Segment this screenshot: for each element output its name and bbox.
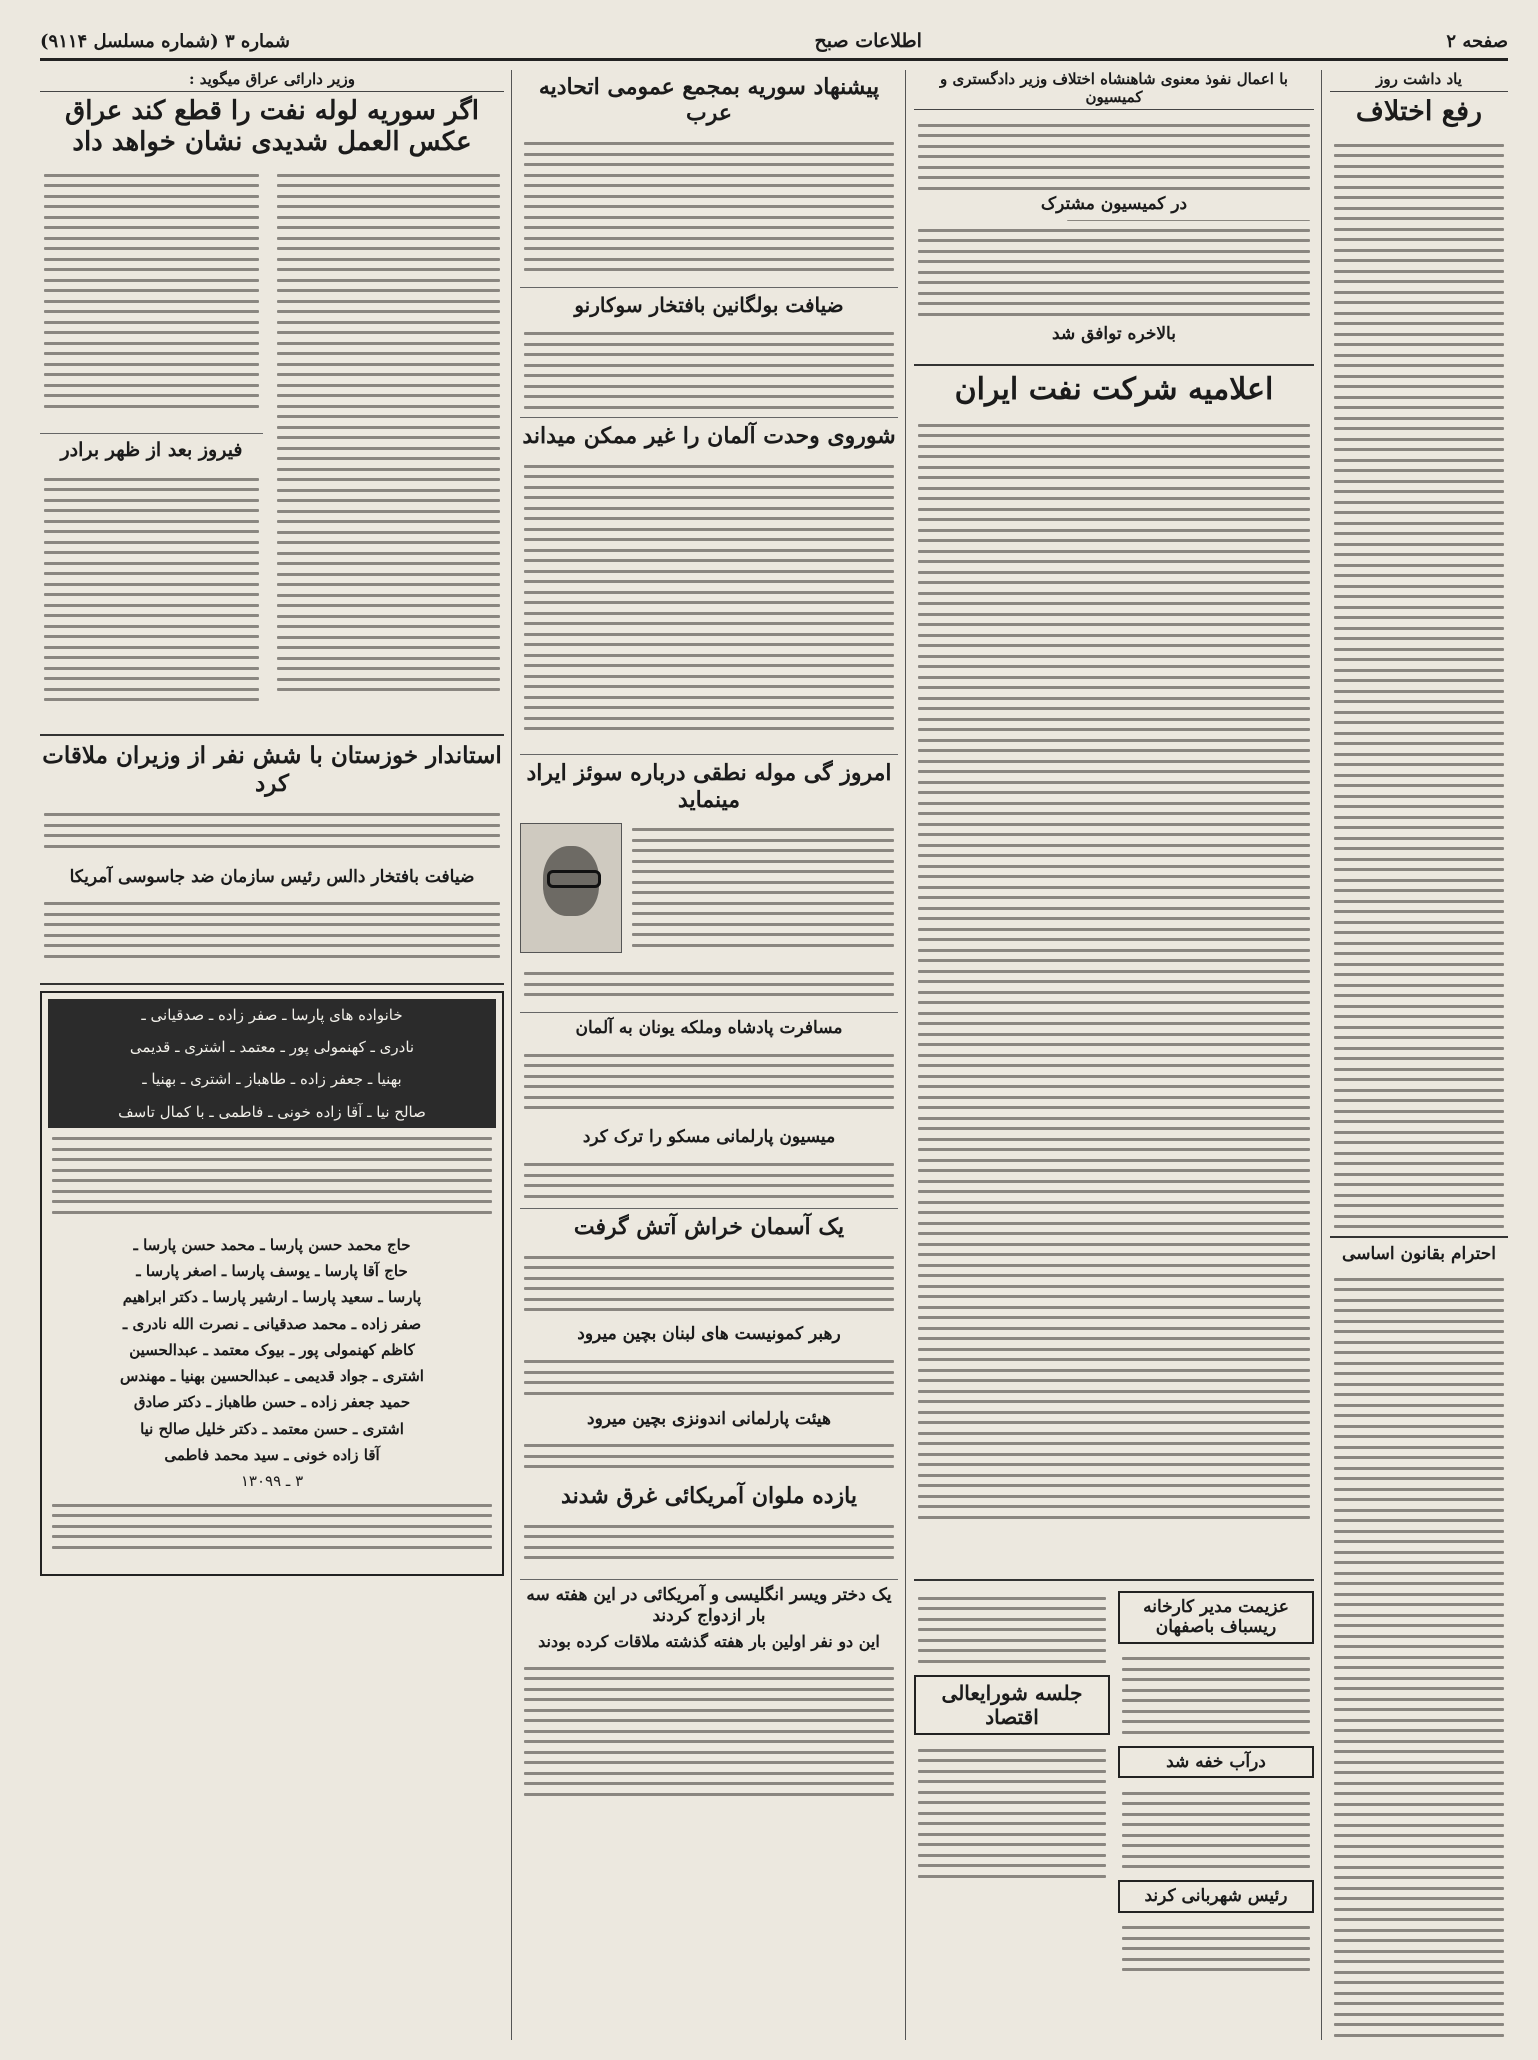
syria-proposal-title: پیشنهاد سوریه بمجمع عمومی اتحادیه عرب: [538, 74, 880, 127]
notice-name-line: اشتری ـ جواد قدیمی ـ عبدالحسین بهنیا ـ مهندس: [120, 1367, 424, 1386]
lebanon-communist-title: رهبر کمونیست های لبنان بچین میرود: [577, 1324, 841, 1345]
bulganin-title: ضیافت بولگانین بافتخار سوکارنو: [574, 292, 844, 317]
notice-name-line: کاظم کهنمولی پور ـ بیوک معتمد ـ عبدالحسین: [129, 1340, 415, 1359]
commission-subhead: [914, 190, 1314, 220]
commission-subtitle: در کمیسیون مشترک: [1040, 194, 1188, 214]
indonesia-delegation-title: هیئت پارلمانی اندونزی بچین میرود: [587, 1408, 831, 1429]
notice-name-line: حاج آقا پارسا ـ یوسف پارسا ـ اصغر پارسا ـ: [136, 1262, 408, 1281]
marriage-title: یک دختر ویسر انگلیسی و آمریکائی در این هفته سه بار ازدواج کردند: [526, 1585, 892, 1626]
agreement-subtitle: بالاخره توافق شد: [1052, 324, 1176, 344]
notice-name-line: حاج محمد حسن پارسا ـ محمد حسن پارسا ـ: [133, 1235, 411, 1254]
greek-king-title: مسافرت پادشاه وملکه یونان به آلمان: [575, 1017, 843, 1038]
constitution-section: [1330, 1230, 1508, 1270]
notice-name-line: بهنیا ـ جعفر زاده ـ طاهباز ـ اشتری ـ بهنیا ـ: [48, 1063, 496, 1095]
editorial-title: رفع اختلاف: [1355, 96, 1483, 127]
editorial-kicker: یاد داشت روز: [1330, 70, 1508, 92]
column-iraq: [40, 70, 504, 2040]
issue-number: شماره ۳ (شماره مسلسل ۹۱۱۴): [40, 30, 291, 52]
oil-company-body: [914, 414, 1314, 1573]
isfahan-factory-title: عزیمت مدیر کارخانه ریسباف باصفهان: [1118, 1591, 1314, 1644]
oil-company-title: اعلامیه شرکت نفت ایران: [954, 372, 1274, 407]
suez-speech-title: امروز گی موله نطقی درباره سوئز ایراد مینماید: [526, 760, 892, 813]
portrait-photo: [520, 823, 622, 953]
notice-name-line: آقا زاده خونی ـ سید محمد فاطمی: [164, 1445, 380, 1464]
sports-title: فیروز بعد از ظهر برادر: [60, 439, 243, 462]
police-chief-title: رئیس شهربانی کرند: [1118, 1880, 1314, 1912]
iraq-body-left: [40, 164, 263, 428]
khuzestan-governor-title: استاندار خوزستان با شش نفر از وزیران ملاقات کرد: [42, 742, 502, 797]
condolence-notice: [40, 991, 504, 1577]
agreement-subhead: [914, 320, 1314, 350]
domestic-boxes: [914, 1587, 1314, 1981]
marriage-subtitle: این دو نفر اولین بار هفته گذشته ملاقات کرده بودند: [538, 1632, 880, 1652]
notice-name-line: اشتری ـ حسن معتمد ـ دکتر خلیل صالح نیا: [140, 1419, 404, 1438]
page-number: صفحه ۲: [1446, 30, 1508, 52]
newspaper-name: اطلاعات صبح: [814, 30, 922, 52]
notice-name-line: پارسا ـ سعید پارسا ـ ارشیر پارسا ـ دکتر ابراهیم: [122, 1288, 422, 1307]
column-editorial: [1330, 70, 1508, 2040]
iraq-title: اگر سوریه لوله نفت را قطع کند عراق عکس العمل شدیدی نشان خواهد داد: [65, 96, 479, 158]
germany-unity-title: شوروی وحدت آلمان را غیر ممکن میداند: [522, 422, 896, 449]
iraq-kicker: وزیر دارائی عراق میگوید :: [40, 70, 504, 92]
notice-name-line: حمید جعفر زاده ـ حسن طاهباز ـ دکتر صادق: [133, 1393, 411, 1412]
masthead: [40, 24, 1508, 61]
column-domestic: [914, 70, 1314, 2040]
notice-name-line: نادری ـ کهنمولی پور ـ معتمد ـ اشتری ـ قدیمی: [48, 1031, 496, 1063]
editorial-body: [1330, 134, 1508, 2040]
iraq-body-right: [273, 164, 504, 728]
domestic-kicker: با اعمال نفوذ معنوی شاهنشاه اختلاف وزیر دادگستری و کمیسیون: [914, 70, 1314, 110]
domestic-box-left: [914, 1587, 1110, 1981]
constitution-title: احترام بقانون اساسی: [1342, 1244, 1496, 1264]
dulles-reception-title: ضیافت بافتخار دالس رئیس سازمان ضد جاسوسی آمریکا: [69, 866, 475, 887]
domestic-box-right: [1118, 1587, 1314, 1981]
columns: [40, 70, 1508, 2040]
skyscraper-fire-title: یک آسمان خراش آتش گرفت: [573, 1213, 845, 1240]
notice-name-line: خانواده های پارسا ـ صفر زاده ـ صدقیانی ـ: [48, 999, 496, 1031]
sailors-drowned-title: یازده ملوان آمریکائی غرق شدند: [561, 1482, 857, 1509]
notice-name-line: صالح نیا ـ آقا زاده خونی ـ فاطمی ـ با کمال تاسف: [48, 1096, 496, 1128]
notice-number: ۳ ـ ۱۳۰۹۹: [240, 1472, 304, 1491]
moscow-mission-title: میسیون پارلمانی مسکو را ترک کرد: [582, 1127, 836, 1148]
column-foreign: [520, 70, 898, 2040]
drowned-title: درآب خفه شد: [1118, 1746, 1314, 1778]
notice-name-line: صفر زاده ـ محمد صدقیانی ـ نصرت الله نادری ـ: [122, 1314, 422, 1333]
economic-council-title: جلسه شورایعالی اقتصاد: [914, 1675, 1110, 1735]
